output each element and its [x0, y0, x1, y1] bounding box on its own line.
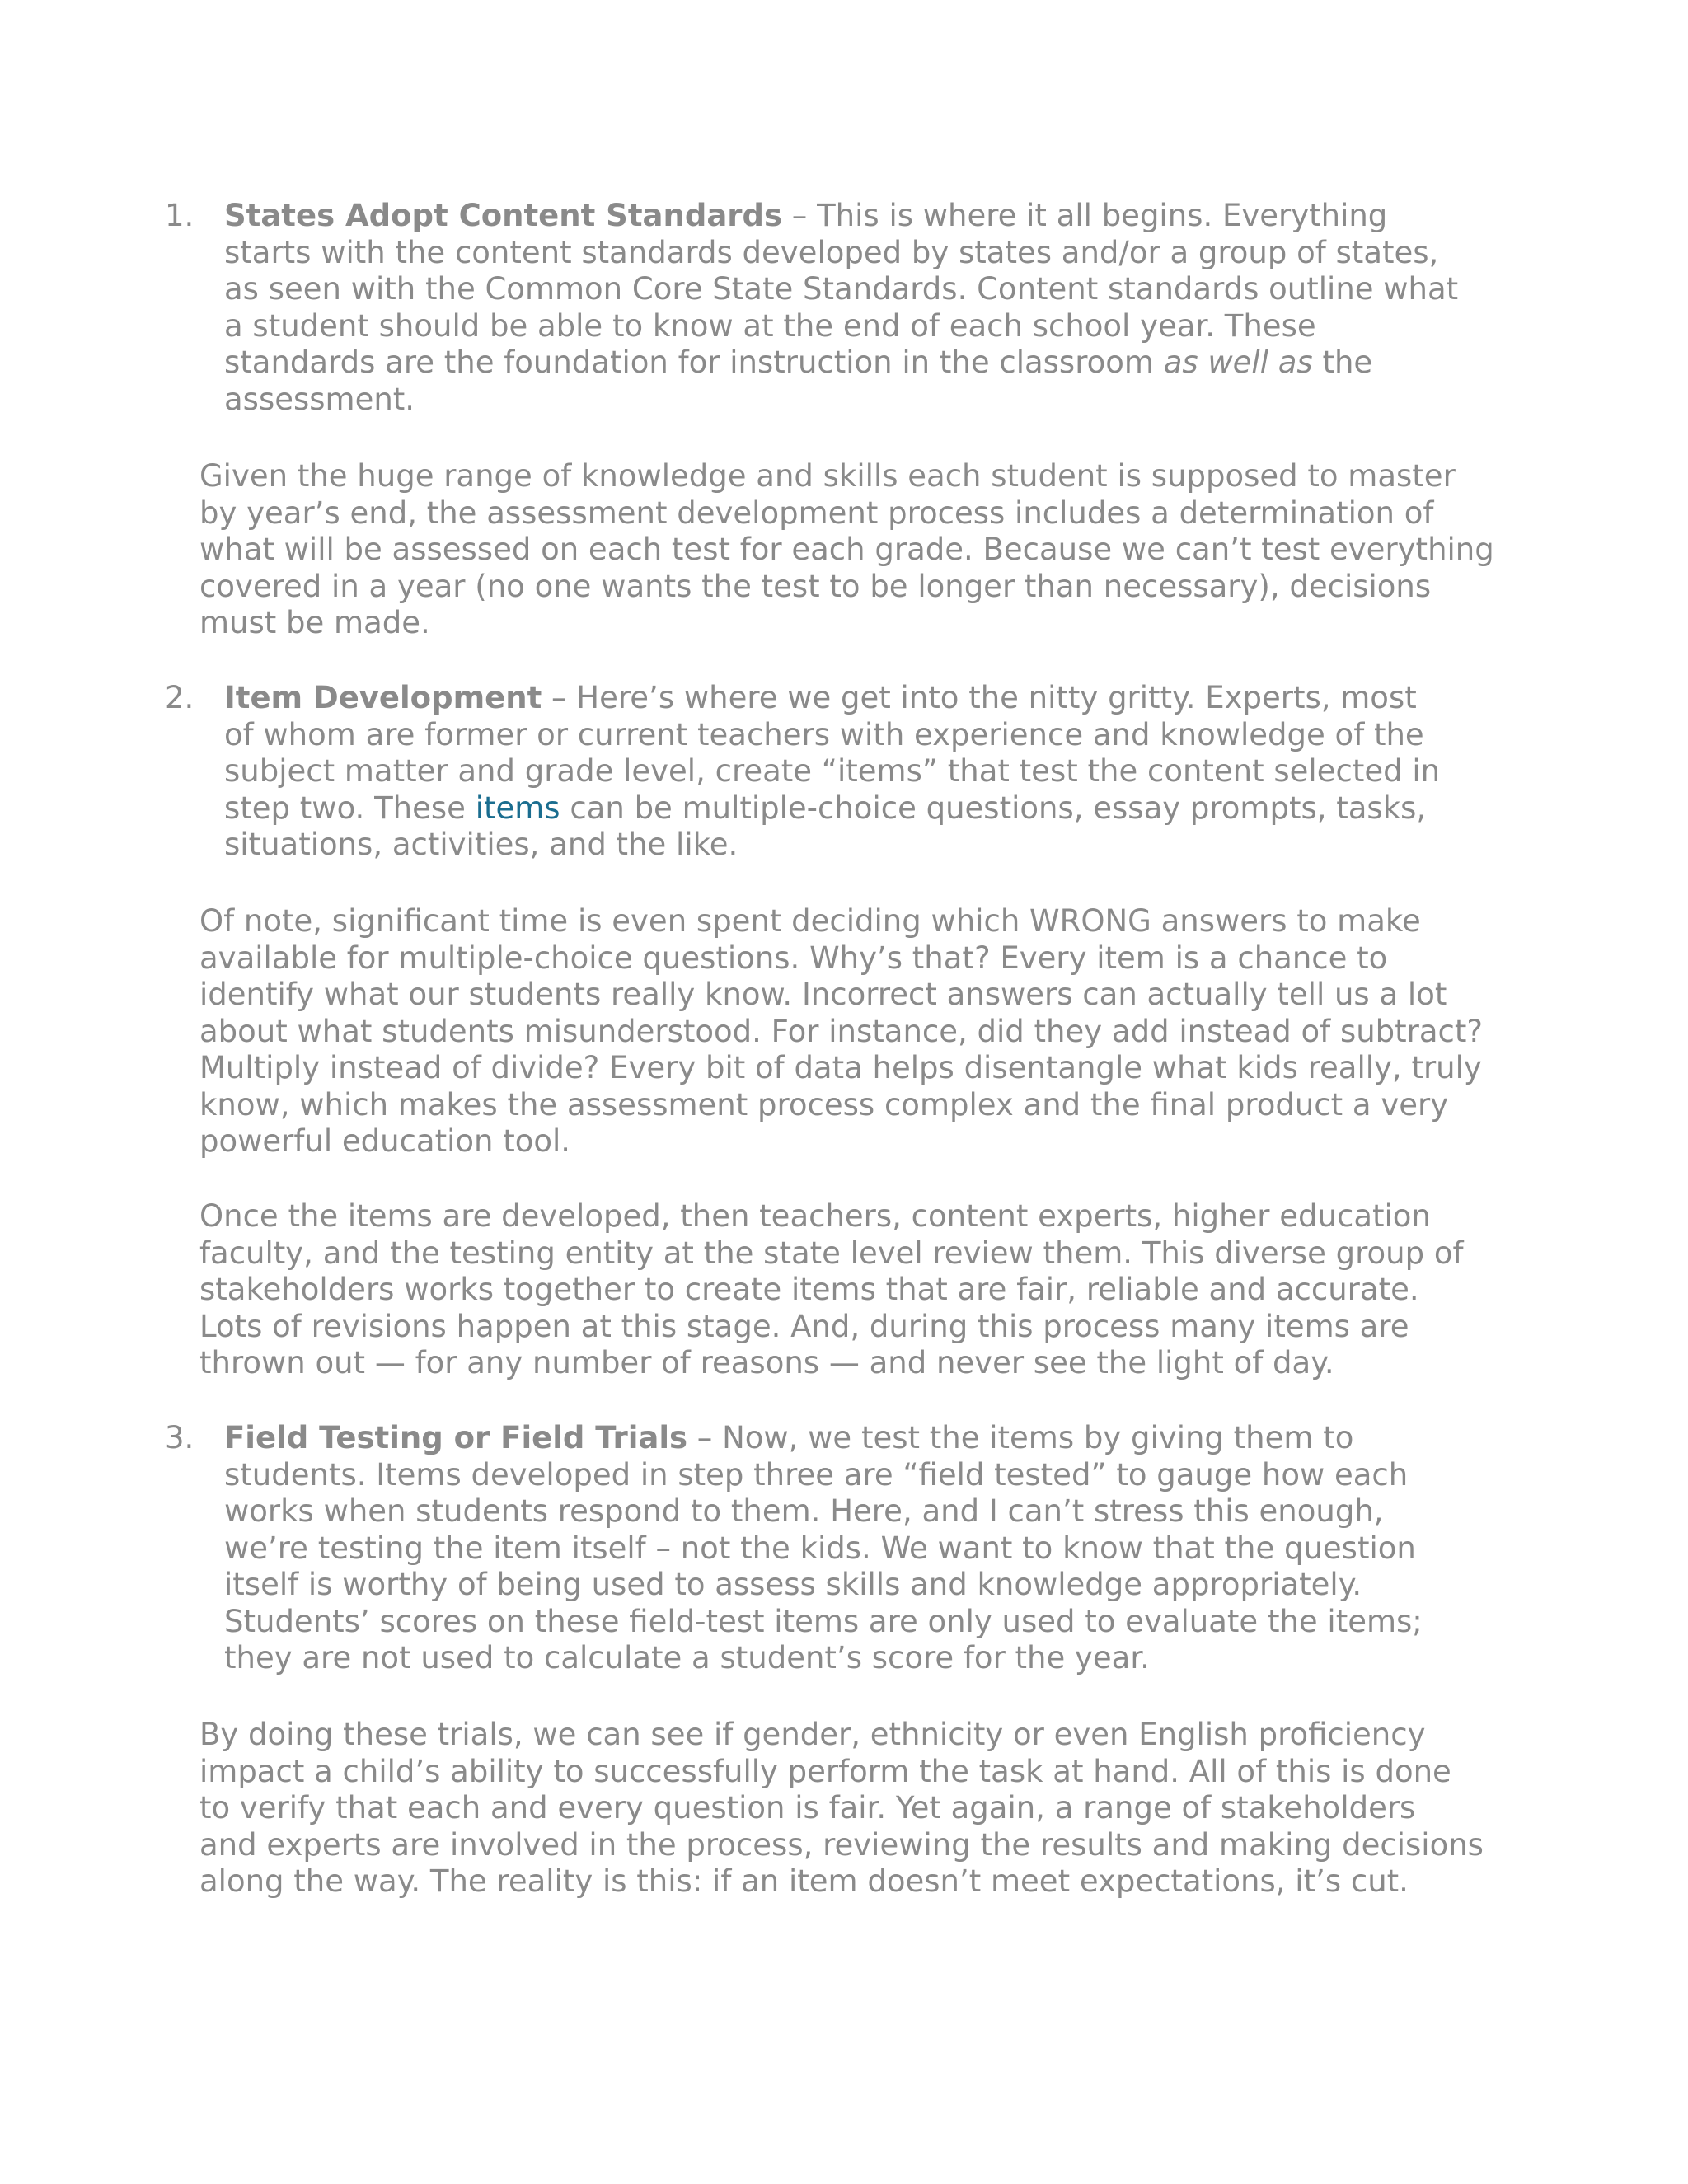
text-line: itself is worthy of being used to assess skills and knowledge appropriately.	[224, 1567, 1362, 1602]
text-line: along the way. The reality is this: if an item doesn’t meet expectations, it’s cut.	[199, 1863, 1409, 1899]
text-line: situations, activities, and the like.	[224, 827, 738, 862]
text-line: covered in a year (no one wants the test to be longer than necessary), decisions	[199, 568, 1432, 604]
text-line	[224, 1420, 1493, 1457]
list-item-body	[224, 198, 1493, 418]
list-number: 2.	[165, 680, 195, 715]
text-line: Students’ scores on these field-test items are only used to evaluate the items;	[224, 1603, 1423, 1639]
text-line: faculty, and the testing entity at the state level review them. This diverse group of	[199, 1235, 1464, 1271]
text-line: to verify that each and every question is fair. Yet again, a range of stakeholders	[199, 1790, 1416, 1825]
text-line	[224, 680, 1493, 717]
text-line: Of note, significant time is even spent deciding which WRONG answers to make	[199, 903, 1421, 939]
text-line: by year’s end, the assessment development process includes a determination of	[199, 494, 1434, 531]
list-item-body	[224, 680, 1493, 864]
item-title: States Adopt Content Standards	[224, 198, 783, 233]
text-line: identify what our students really know. Incorrect answers can actually tell us a lot	[199, 977, 1447, 1012]
paragraph-4	[199, 1717, 1518, 1900]
text-run: the	[1312, 344, 1373, 380]
text-line: subject matter and grade level, create “items” that test the content selected in	[224, 753, 1441, 789]
text-run: – Here’s where we get into the nitty gritty. Experts, most	[542, 680, 1417, 715]
text-line: powerful education tool.	[199, 1123, 571, 1159]
text-run: – Now, we test the items by giving them to	[687, 1420, 1354, 1455]
text-line: and experts are involved in the process, reviewing the results and making decisions	[199, 1826, 1484, 1863]
text-line	[224, 790, 1493, 827]
text-line: Given the huge range of knowledge and skills each student is supposed to master	[199, 458, 1456, 494]
text-line: students. Items developed in step three are “field tested” to gauge how each	[224, 1456, 1409, 1493]
text-line: of whom are former or current teachers with experience and knowledge of the	[224, 716, 1424, 752]
text-line: a student should be able to know at the end of each school year. These	[224, 307, 1316, 344]
text-line: available for multiple-choice questions. Why’s that? Every item is a chance to	[199, 940, 1388, 976]
text-line: what will be assessed on each test for each grade. Because we can’t test everything	[199, 532, 1494, 567]
paragraph-2	[199, 903, 1518, 1160]
text-line: about what students misunderstood. For instance, did they add instead of subtract?	[199, 1013, 1484, 1049]
text-line	[224, 344, 1493, 382]
text-line: impact a child’s ability to successfully perform the task at hand. All of this is done	[199, 1753, 1451, 1789]
text-line: By doing these trials, we can see if gender, ethnicity or even English proficiency	[199, 1717, 1426, 1752]
paragraph-3	[199, 1198, 1518, 1382]
text-line: must be made.	[199, 605, 430, 640]
paragraph-1	[199, 458, 1518, 642]
item-title: Field Testing or Field Trials	[224, 1420, 688, 1455]
text-line	[224, 198, 1493, 235]
text-line: know, which makes the assessment process complex and the final product a very	[199, 1086, 1449, 1122]
text-line: they are not used to calculate a student’s score for the year.	[224, 1640, 1150, 1675]
text-run: – This is where it all begins. Everything	[782, 198, 1388, 233]
text-line: Lots of revisions happen at this stage. And, during this process many items are	[199, 1308, 1409, 1344]
text-line: Multiply instead of divide? Every bit of data helps disentangle what kids really, truly	[199, 1050, 1482, 1085]
list-number: 1.	[165, 198, 195, 233]
text-line: starts with the content standards developed by states and/or a group of states,	[224, 234, 1439, 270]
text-line: Once the items are developed, then teachers, content experts, higher education	[199, 1198, 1431, 1234]
text-run: can be multiple-choice questions, essay prompts, tasks,	[560, 790, 1427, 826]
text-run: standards are the foundation for instruction in the classroom	[224, 344, 1164, 380]
list-item-body	[224, 1420, 1493, 1677]
list-number: 3.	[165, 1420, 195, 1455]
text-run: step two. These	[224, 790, 476, 826]
text-line: works when students respond to them. Here, and I can’t stress this enough,	[224, 1493, 1384, 1529]
item-title: Item Development	[224, 680, 542, 715]
items-link[interactable]: items	[475, 790, 560, 826]
italic-text: as well as	[1163, 344, 1313, 380]
text-line: we’re testing the item itself – not the kids. We want to know that the question	[224, 1530, 1416, 1566]
text-line: thrown out — for any number of reasons — and never see the light of day.	[199, 1345, 1334, 1380]
text-line: as seen with the Common Core State Standards. Content standards outline what	[224, 271, 1459, 307]
text-line: stakeholders works together to create items that are fair, reliable and accurate.	[199, 1272, 1419, 1307]
text-line: assessment.	[224, 381, 415, 417]
